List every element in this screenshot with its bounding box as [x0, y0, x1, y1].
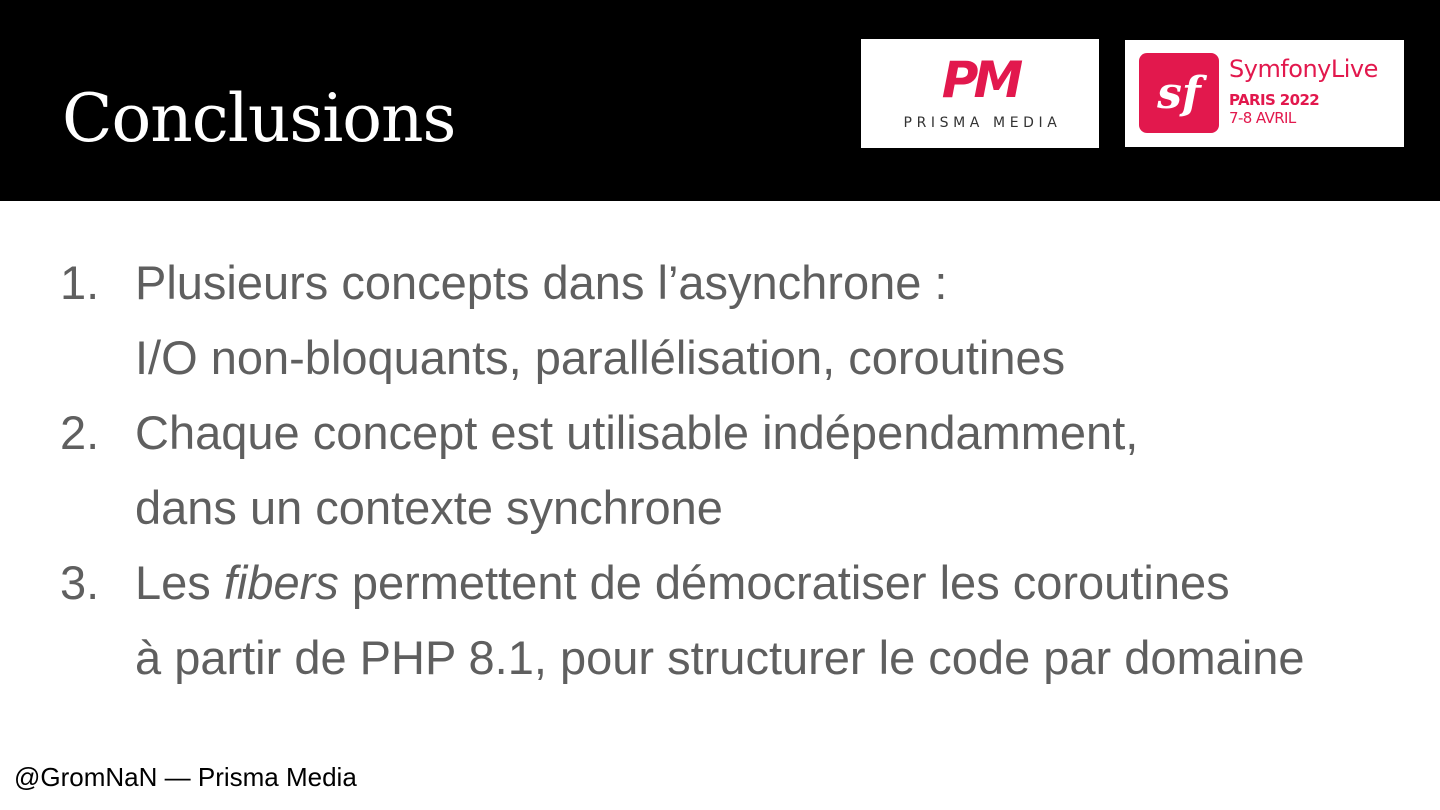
- list-item-3-number: 3.: [60, 556, 100, 609]
- list-item-1-number: 1.: [60, 256, 100, 309]
- list-item-1-line-1: Plusieurs concepts dans l’asynchrone :: [135, 256, 948, 309]
- list-item-3-emphasis: fibers: [223, 556, 339, 609]
- symfony-live-logo: [1125, 40, 1404, 147]
- list-item-3-line-2: à partir de PHP 8.1, pour structurer le code par domaine: [135, 631, 1305, 684]
- slide-footer: @GromNaN — Prisma Media: [14, 762, 357, 792]
- list-item-2-line-2: dans un contexte synchrone: [135, 481, 723, 534]
- slide-header: [0, 0, 1440, 201]
- list-item-2-line-1: Chaque concept est utilisable indépendamment,: [135, 406, 1139, 459]
- prisma-media-logo: [861, 39, 1099, 148]
- list-item-2-number: 2.: [60, 406, 100, 459]
- symfony-badge-icon: [1139, 53, 1219, 133]
- list-item-3-line-1: [135, 556, 1230, 609]
- list-item-3-text-after: permettent de démocratiser les coroutines: [338, 556, 1230, 609]
- symfony-live-dates: 7-8 AVRIL: [1229, 109, 1296, 127]
- slide-title: Conclusions: [62, 80, 456, 157]
- prisma-media-mark: PM: [941, 51, 1019, 109]
- symfony-live-city: PARIS 2022: [1229, 91, 1320, 109]
- symfony-sf-glyph: sf: [1157, 68, 1201, 119]
- prisma-media-wordmark: PRISMA MEDIA: [903, 115, 1062, 131]
- list-item-3-text-before: Les: [135, 556, 224, 609]
- list-item-1-line-2: I/O non-bloquants, parallélisation, coroutines: [135, 331, 1066, 384]
- symfony-live-name: SymfonyLive: [1229, 55, 1378, 83]
